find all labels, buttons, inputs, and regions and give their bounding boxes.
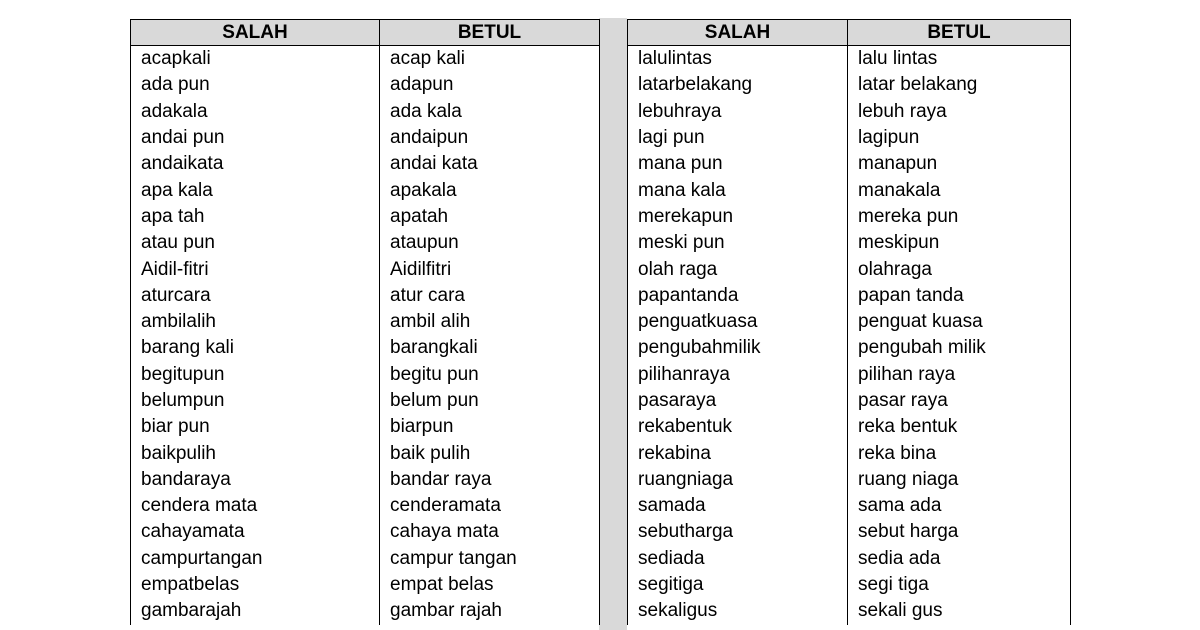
table-row bbox=[628, 256, 1071, 282]
table-row bbox=[131, 546, 600, 572]
table-row bbox=[628, 519, 1071, 545]
betul-cell: pilihan raya bbox=[848, 362, 1071, 388]
betul-cell: lagipun bbox=[848, 125, 1071, 151]
betul-cell: penguat kuasa bbox=[848, 309, 1071, 335]
table-row bbox=[628, 467, 1071, 493]
betul-cell: segi tiga bbox=[848, 572, 1071, 598]
table-row bbox=[131, 72, 600, 98]
table-row bbox=[131, 335, 600, 361]
table-row bbox=[628, 493, 1071, 519]
salah-cell: empatbelas bbox=[131, 572, 380, 598]
salah-cell: andai pun bbox=[131, 125, 380, 151]
salah-cell: samada bbox=[628, 493, 848, 519]
salah-cell: apa tah bbox=[131, 204, 380, 230]
salah-cell: sekaligus bbox=[628, 598, 848, 624]
table-row bbox=[628, 72, 1071, 98]
table-row bbox=[131, 151, 600, 177]
salah-cell: mana pun bbox=[628, 151, 848, 177]
salah-cell: baikpulih bbox=[131, 440, 380, 466]
betul-cell: ruang niaga bbox=[848, 467, 1071, 493]
salah-cell: bandaraya bbox=[131, 467, 380, 493]
table-row bbox=[131, 46, 600, 73]
salah-cell: meski pun bbox=[628, 230, 848, 256]
salah-cell: atau pun bbox=[131, 230, 380, 256]
table-row bbox=[628, 335, 1071, 361]
table-row bbox=[628, 151, 1071, 177]
salah-cell: lalulintas bbox=[628, 46, 848, 73]
salah-cell: ambilalih bbox=[131, 309, 380, 335]
betul-cell: cahaya mata bbox=[380, 519, 600, 545]
betul-cell: mereka pun bbox=[848, 204, 1071, 230]
table-row bbox=[131, 204, 600, 230]
table-row bbox=[131, 99, 600, 125]
table-row bbox=[628, 388, 1071, 414]
betul-cell: papan tanda bbox=[848, 283, 1071, 309]
salah-cell: gambarajah bbox=[131, 598, 380, 624]
table-row bbox=[628, 46, 1071, 73]
table-row bbox=[628, 204, 1071, 230]
betul-cell: begitu pun bbox=[380, 362, 600, 388]
table-row bbox=[628, 99, 1071, 125]
betul-cell: reka bina bbox=[848, 440, 1071, 466]
table-row bbox=[628, 283, 1071, 309]
table-row bbox=[628, 177, 1071, 203]
table-row bbox=[131, 598, 600, 624]
betul-cell: gambar rajah bbox=[380, 598, 600, 624]
table-row bbox=[628, 230, 1071, 256]
table-row bbox=[131, 309, 600, 335]
table-row bbox=[628, 125, 1071, 151]
betul-cell: adapun bbox=[380, 72, 600, 98]
header-betul: BETUL bbox=[848, 20, 1071, 46]
salah-cell: cahayamata bbox=[131, 519, 380, 545]
salah-cell: rekabentuk bbox=[628, 414, 848, 440]
table-row bbox=[131, 283, 600, 309]
betul-cell: baik pulih bbox=[380, 440, 600, 466]
betul-cell: pasar raya bbox=[848, 388, 1071, 414]
betul-cell: empat belas bbox=[380, 572, 600, 598]
salah-cell: latarbelakang bbox=[628, 72, 848, 98]
table-row bbox=[131, 125, 600, 151]
salah-cell: pasaraya bbox=[628, 388, 848, 414]
table-row bbox=[628, 414, 1071, 440]
betul-cell: Aidilfitri bbox=[380, 256, 600, 282]
salah-cell: lagi pun bbox=[628, 125, 848, 151]
salah-cell: rekabina bbox=[628, 440, 848, 466]
salah-cell: biar pun bbox=[131, 414, 380, 440]
table-row bbox=[131, 493, 600, 519]
table-row bbox=[628, 362, 1071, 388]
betul-cell: meskipun bbox=[848, 230, 1071, 256]
salah-cell: adakala bbox=[131, 99, 380, 125]
salah-cell: olah raga bbox=[628, 256, 848, 282]
table-row bbox=[131, 230, 600, 256]
salah-cell: papantanda bbox=[628, 283, 848, 309]
betul-cell: lalu lintas bbox=[848, 46, 1071, 73]
betul-cell: manakala bbox=[848, 177, 1071, 203]
salah-cell: pilihanraya bbox=[628, 362, 848, 388]
betul-cell: reka bentuk bbox=[848, 414, 1071, 440]
salah-cell: mana kala bbox=[628, 177, 848, 203]
betul-cell: andaipun bbox=[380, 125, 600, 151]
betul-cell: olahraga bbox=[848, 256, 1071, 282]
word-table-right bbox=[627, 19, 1071, 625]
salah-cell: barang kali bbox=[131, 335, 380, 361]
betul-cell: belum pun bbox=[380, 388, 600, 414]
table-row bbox=[628, 309, 1071, 335]
table-row bbox=[131, 177, 600, 203]
table-row bbox=[131, 440, 600, 466]
salah-cell: penguatkuasa bbox=[628, 309, 848, 335]
betul-cell: ada kala bbox=[380, 99, 600, 125]
salah-cell: lebuhraya bbox=[628, 99, 848, 125]
salah-cell: acapkali bbox=[131, 46, 380, 73]
table-row bbox=[131, 414, 600, 440]
table-divider bbox=[599, 18, 627, 630]
header-row bbox=[131, 20, 600, 46]
betul-cell: apatah bbox=[380, 204, 600, 230]
salah-cell: ruangniaga bbox=[628, 467, 848, 493]
betul-cell: latar belakang bbox=[848, 72, 1071, 98]
salah-cell: pengubahmilik bbox=[628, 335, 848, 361]
header-salah: SALAH bbox=[131, 20, 380, 46]
betul-cell: biarpun bbox=[380, 414, 600, 440]
table-row bbox=[131, 572, 600, 598]
betul-cell: lebuh raya bbox=[848, 99, 1071, 125]
word-table-left bbox=[130, 19, 600, 625]
salah-cell: belumpun bbox=[131, 388, 380, 414]
salah-cell: ada pun bbox=[131, 72, 380, 98]
betul-cell: bandar raya bbox=[380, 467, 600, 493]
betul-cell: sebut harga bbox=[848, 519, 1071, 545]
header-row bbox=[628, 20, 1071, 46]
table-row bbox=[628, 572, 1071, 598]
betul-cell: pengubah milik bbox=[848, 335, 1071, 361]
salah-cell: cendera mata bbox=[131, 493, 380, 519]
header-salah: SALAH bbox=[628, 20, 848, 46]
betul-cell: sedia ada bbox=[848, 546, 1071, 572]
word-table-left-body bbox=[131, 46, 600, 625]
betul-cell: apakala bbox=[380, 177, 600, 203]
table-row bbox=[628, 598, 1071, 624]
salah-cell: sebutharga bbox=[628, 519, 848, 545]
betul-cell: atur cara bbox=[380, 283, 600, 309]
salah-cell: campurtangan bbox=[131, 546, 380, 572]
salah-cell: aturcara bbox=[131, 283, 380, 309]
betul-cell: manapun bbox=[848, 151, 1071, 177]
table-row bbox=[628, 546, 1071, 572]
betul-cell: barangkali bbox=[380, 335, 600, 361]
betul-cell: sekali gus bbox=[848, 598, 1071, 624]
salah-cell: apa kala bbox=[131, 177, 380, 203]
betul-cell: andai kata bbox=[380, 151, 600, 177]
table-row bbox=[131, 388, 600, 414]
salah-cell: andaikata bbox=[131, 151, 380, 177]
table-row bbox=[131, 467, 600, 493]
betul-cell: sama ada bbox=[848, 493, 1071, 519]
betul-cell: ataupun bbox=[380, 230, 600, 256]
salah-cell: Aidil-fitri bbox=[131, 256, 380, 282]
salah-cell: merekapun bbox=[628, 204, 848, 230]
header-betul: BETUL bbox=[380, 20, 600, 46]
word-table-right-body bbox=[628, 46, 1071, 625]
table-row bbox=[131, 519, 600, 545]
salah-cell: sediada bbox=[628, 546, 848, 572]
betul-cell: cenderamata bbox=[380, 493, 600, 519]
betul-cell: campur tangan bbox=[380, 546, 600, 572]
table-row bbox=[628, 440, 1071, 466]
salah-cell: segitiga bbox=[628, 572, 848, 598]
betul-cell: acap kali bbox=[380, 46, 600, 73]
table-row bbox=[131, 256, 600, 282]
betul-cell: ambil alih bbox=[380, 309, 600, 335]
salah-cell: begitupun bbox=[131, 362, 380, 388]
table-row bbox=[131, 362, 600, 388]
